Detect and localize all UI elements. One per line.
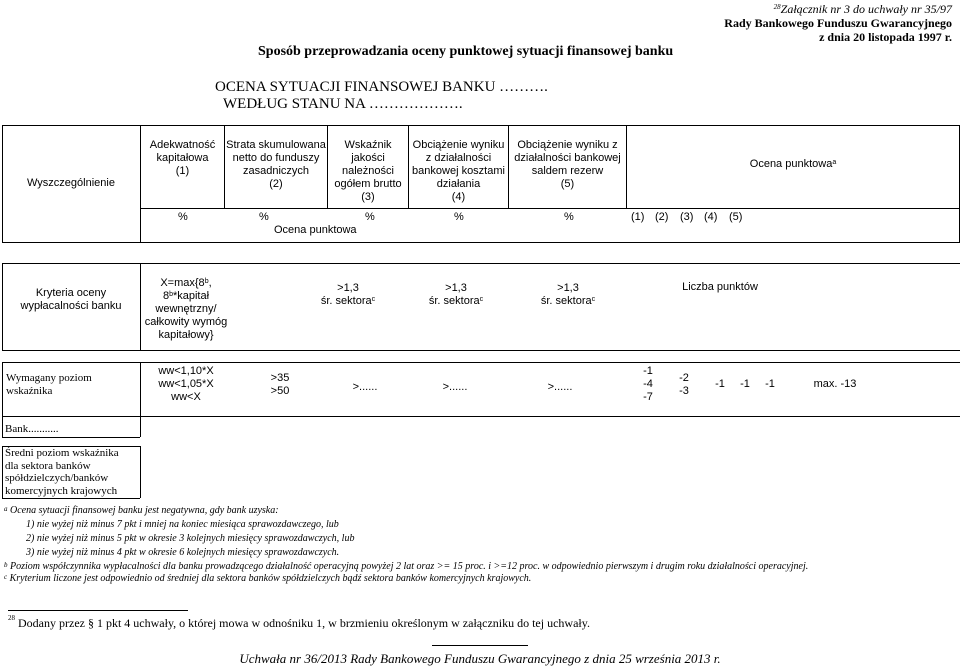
- unit-1: %: [178, 211, 188, 223]
- wymagany-4: >......: [442, 381, 468, 393]
- score-col-5: (5): [729, 211, 743, 223]
- pts-col-3: -1: [715, 378, 725, 390]
- footnote-ref: 28: [773, 3, 781, 11]
- attachment-line-2: Rady Bankowego Funduszu Gwarancyjnego: [724, 16, 952, 30]
- document-footer: Uchwała nr 36/2013 Rady Bankowego Funduszu Gwarancyjnego z dnia 25 września 2013 r.: [239, 651, 721, 666]
- wymagany-label: Wymagany poziom wskaźnika: [6, 372, 92, 397]
- kryteria-label: Kryteria oceny wypłacalności banku: [20, 287, 122, 312]
- units-row: [141, 211, 959, 237]
- col-header-1: Adekwatność kapitałowa (1): [149, 139, 216, 177]
- attachment-line-1: $^{28}$Załącznik nr 3 do uchwały nr 35/97: [773, 2, 952, 16]
- col-header-2: Strata skumulowana netto do funduszy zasadniczych (2): [226, 139, 326, 190]
- kryteria-formula: $X=\max\{8^b$, 8$^b$*kapitał wewnętrzny/ całkowity wymóg kapitałowy}: [144, 277, 228, 341]
- col-header-ocena: Ocena punktowa$^a$: [749, 158, 837, 170]
- unit-4: %: [454, 211, 464, 223]
- col-header-3: Wskaźnik jakości należności ogółem brutto (3): [334, 139, 402, 203]
- wymagany-3: >......: [352, 381, 378, 393]
- pts-max: max. -13: [813, 378, 857, 390]
- subtitle: [215, 79, 548, 113]
- kryteria-points: Liczba punktów: [682, 281, 758, 293]
- page-title: Sposób przeprowadzania oceny punktowej sytuacji finansowej banku: [258, 44, 674, 59]
- col-header-5: Obciążenie wyniku z działalności bankowej saldem rezerw (5): [514, 139, 621, 190]
- score-col-3: (3): [680, 211, 694, 223]
- bottom-separator: [432, 645, 528, 646]
- kryteria-sektor-3: >1,3 śr. sektora$^c$: [540, 282, 596, 307]
- kryteria-sektor-1: >1,3 śr. sektora$^c$: [320, 282, 376, 307]
- pts-col-2: -2 -3: [679, 372, 689, 397]
- footnote-b: $^b$ Poziom współczynnika wypłacalności dla banku prowadzącego działalność operacyjną powyżej 2 lat oraz >= 15 proc. i >=12 proc. w odpowiednio pierwszym i drugim roku działalności operacyjnej.: [4, 561, 809, 572]
- attachment-header: [724, 2, 952, 44]
- wymagany-x: ww<1,10*X ww<1,05*X ww<X: [158, 365, 214, 403]
- score-col-2: (2): [655, 211, 669, 223]
- unit-2: %: [259, 211, 269, 223]
- unit-3: %: [365, 211, 375, 223]
- unit-5: %: [564, 211, 574, 223]
- attachment-line-3: z dnia 20 listopada 1997 r.: [819, 30, 952, 44]
- footnote-c: $^c$ Kryterium liczone jest odpowiednio od średniej dla sektora banków spółdzielczych bądź sektora banków komercyjnych krajowych.: [4, 573, 532, 584]
- footnote-a2: 2) nie wyżej niż minus 5 pkt w okresie 3 kolejnych miesięcy sprawozdawczych, lub: [26, 533, 355, 544]
- score-col-1: (1): [631, 211, 645, 223]
- footnote-a3: 3) nie wyżej niż minus 4 pkt w okresie 6 kolejnych miesięcy sprawozdawczych.: [26, 547, 340, 558]
- pts-col-5: -1: [765, 378, 775, 390]
- wymagany-2: >35 >50: [270, 372, 290, 397]
- subtitle-line-2: WEDŁUG STANU NA ……………….: [223, 96, 463, 112]
- wymagany-5: >......: [547, 381, 573, 393]
- footnote-a: $^a$ Ocena sytuacji finansowej banku jest negatywna, gdy bank uzyska:: [4, 505, 279, 516]
- units-sub-label: Ocena punktowa: [274, 224, 357, 236]
- footnote-a1: 1) nie wyżej niż minus 7 pkt i mniej na koniec miesiąca sprawozdawczego, lub: [26, 519, 339, 530]
- pts-col-4: -1: [740, 378, 750, 390]
- subtitle-line-1: OCENA SYTUACJI FINANSOWEJ BANKU ……….: [215, 79, 548, 95]
- bank-row-label: Bank...........: [5, 423, 59, 435]
- col-header-wyszczegolnienie: Wyszczególnienie: [27, 177, 115, 189]
- pts-col-1: -1 -4 -7: [643, 365, 653, 403]
- sredni-label: Średni poziom wskaźnika dla sektora banków spółdzielczych/banków komercyjnych krajowych: [5, 447, 119, 497]
- col-header-4: Obciążenie wyniku z działalności bankowej kosztami działania (4): [412, 139, 505, 203]
- score-col-4: (4): [704, 211, 718, 223]
- footnote-28: $^{28}$ Dodany przez § 1 pkt 4 uchwały, o której mowa w odnośniku 1, w brzmieniu określonym w załączniku do tej uchwały.: [8, 614, 590, 630]
- footnote-separator: [8, 610, 188, 611]
- kryteria-sektor-2: >1,3 śr. sektora$^c$: [428, 282, 484, 307]
